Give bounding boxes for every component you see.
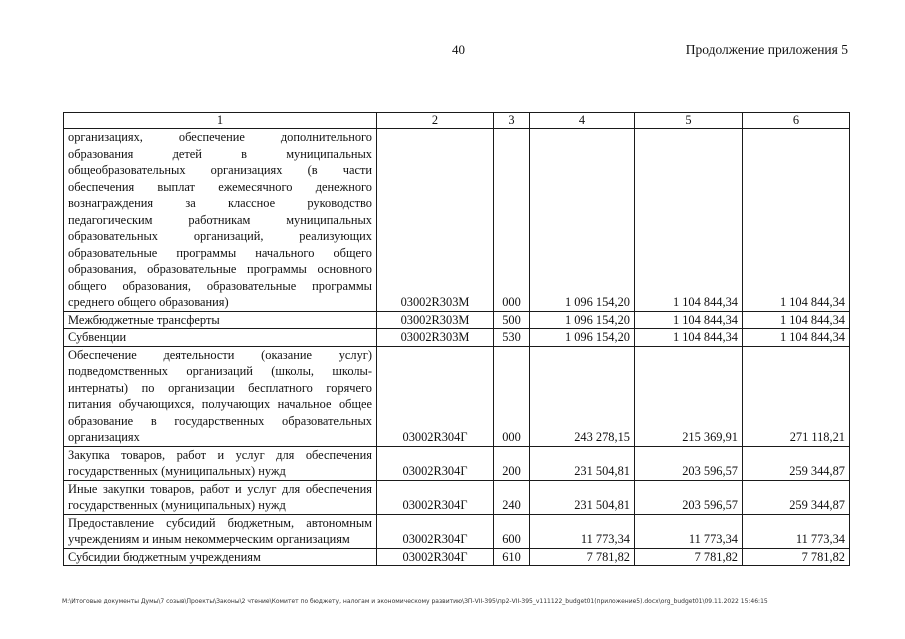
row-value-5: 203 596,57 [635,480,743,514]
row-value-5: 1 104 844,34 [635,129,743,312]
row-type: 530 [494,329,530,347]
column-header-3: 3 [494,113,530,129]
row-code: 03002R304Г [377,514,494,548]
row-type: 240 [494,480,530,514]
table-row [64,514,850,548]
column-header-1: 1 [64,113,377,129]
budget-table [63,112,850,566]
row-value-4: 231 504,81 [530,446,635,480]
column-header-5: 5 [635,113,743,129]
row-name: Закупка товаров, работ и услуг для обеспечения государственных (муниципальных) нужд [64,446,377,480]
row-code: 03002R303M [377,311,494,329]
table-row [64,311,850,329]
row-value-5: 11 773,34 [635,514,743,548]
row-value-4: 1 096 154,20 [530,329,635,347]
table-header-row [64,113,850,129]
row-code: 03002R304Г [377,346,494,446]
row-name: организациях, обеспечение дополнительного образования детей в муниципальных общеобразовательных организациях (в части обеспечения выплат ежемесячного денежного вознаграждения за классное руководство педагогическим работникам муниципальных образовательных организаций, реализующих образовательные программы начального общего образования, образовательные программы основного общего образования, образовательные программы среднего общего образования) [64,129,377,312]
row-code: 03002R304Г [377,548,494,566]
row-name: Обеспечение деятельности (оказание услуг) подведомственных организаций (школы, школы-интернаты) по организации бесплатного горячего питания обучающихся, получающих начальное общее образование в государственных образовательных организациях [64,346,377,446]
table-row [64,446,850,480]
row-value-6: 259 344,87 [743,446,850,480]
row-code: 03002R304Г [377,446,494,480]
row-value-6: 1 104 844,34 [743,129,850,312]
continuation-label: Продолжение приложения 5 [685,42,848,57]
row-name: Субсидии бюджетным учреждениям [64,548,377,566]
row-value-6: 259 344,87 [743,480,850,514]
row-name: Межбюджетные трансферты [64,311,377,329]
column-header-6: 6 [743,113,850,129]
row-value-6: 1 104 844,34 [743,329,850,347]
row-type: 000 [494,346,530,446]
row-name: Предоставление субсидий бюджетным, автономным учреждениям и иным некоммерческим организациям [64,514,377,548]
row-value-6: 1 104 844,34 [743,311,850,329]
column-header-2: 2 [377,113,494,129]
row-value-4: 7 781,82 [530,548,635,566]
row-value-4: 1 096 154,20 [530,129,635,312]
row-type: 600 [494,514,530,548]
table-row [64,329,850,347]
row-value-5: 1 104 844,34 [635,329,743,347]
row-value-5: 215 369,91 [635,346,743,446]
row-type: 610 [494,548,530,566]
row-value-5: 7 781,82 [635,548,743,566]
row-type: 500 [494,311,530,329]
row-value-4: 11 773,34 [530,514,635,548]
row-value-5: 1 104 844,34 [635,311,743,329]
row-name: Иные закупки товаров, работ и услуг для обеспечения государственных (муниципальных) нужд [64,480,377,514]
row-value-5: 203 596,57 [635,446,743,480]
row-type: 000 [494,129,530,312]
row-value-6: 7 781,82 [743,548,850,566]
table-row [64,480,850,514]
row-value-6: 11 773,34 [743,514,850,548]
page-number: 40 [452,42,465,57]
row-code: 03002R303M [377,129,494,312]
row-value-4: 1 096 154,20 [530,311,635,329]
table-row [64,346,850,446]
row-name: Субвенции [64,329,377,347]
table-row [64,129,850,312]
row-code: 03002R303M [377,329,494,347]
row-value-6: 271 118,21 [743,346,850,446]
row-code: 03002R304Г [377,480,494,514]
table-row [64,548,850,566]
row-value-4: 231 504,81 [530,480,635,514]
document-file-path: M:\Итоговые документы Думы\7 созыв\Проекты\Законы\2 чтение\Комитет по бюджету, налогам и экономическому развитию\ЗП-VII-395\пр2-VII-395_v111122_budget01(приложение5).docx\org_budget01\09.11.2022 15:46:15 [62,598,768,605]
row-type: 200 [494,446,530,480]
row-value-4: 243 278,15 [530,346,635,446]
column-header-4: 4 [530,113,635,129]
